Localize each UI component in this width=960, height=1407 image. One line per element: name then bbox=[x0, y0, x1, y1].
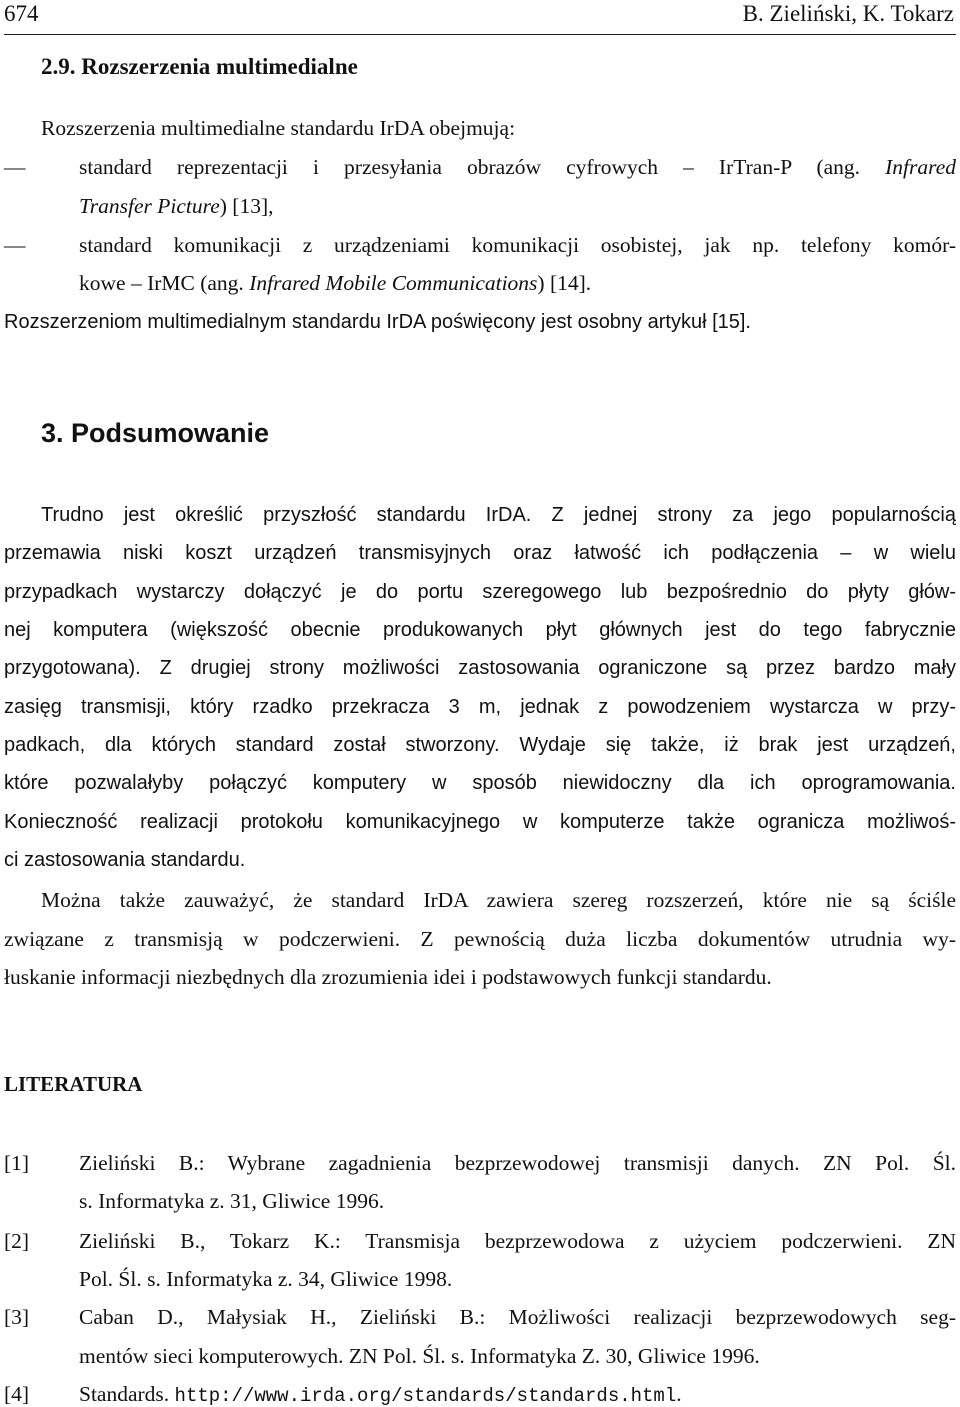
paragraph-line: przemawia niski koszt urządzeń transmisyjnych oraz łatwość ich podłączenia – w wielu bbox=[4, 542, 956, 564]
reference-url-link[interactable]: http://www.irda.org/standards/standards.html bbox=[174, 1385, 677, 1407]
paragraph-line: łuskanie informacji niezbędnych dla zrozumienia idei i podstawowych funkcji standardu. bbox=[4, 965, 772, 989]
section-intro: Rozszerzenia multimedialne standardu IrDA obejmują: bbox=[41, 116, 516, 140]
paragraph-line: Można także zauważyć, że standard IrDA zawiera szereg rozszerzeń, które nie są ściśle bbox=[41, 888, 956, 912]
section-closing: Rozszerzeniom multimedialnym standardu IrDA poświęcony jest osobny artykuł [15]. bbox=[4, 311, 751, 333]
list-item-2-line-2: kowe – IrMC (ang. Infrared Mobile Communications) [14]. bbox=[79, 271, 592, 295]
paragraph-line: Konieczność realizacji protokołu komunikacyjnego w komputerze także ogranicza możliwoś- bbox=[4, 811, 956, 833]
running-authors: B. Zieliński, K. Tokarz bbox=[742, 1, 954, 26]
paragraph-line: związane z transmisją w podczerwieni. Z pewnością duża liczba dokumentów utrudnia wy- bbox=[4, 927, 956, 951]
reference-1-line-2: s. Informatyka z. 31, Gliwice 1996. bbox=[79, 1189, 385, 1213]
reference-4-line-1: Standards. http://www.irda.org/standards/standards.html. bbox=[79, 1382, 682, 1407]
paragraph-line: Trudno jest określić przyszłość standardu IrDA. Z jednej strony za jego popularnością bbox=[41, 504, 956, 526]
list-item-2-line-1: standard komunikacji z urządzeniami komunikacji osobistej, jak np. telefony komór- bbox=[79, 233, 956, 257]
paragraph-line: które pozwalałyby połączyć komputery w sposób niewidoczny dla ich oprogramowania. bbox=[4, 772, 956, 794]
list-bullet: — bbox=[4, 155, 26, 179]
running-header bbox=[4, 0, 956, 35]
reference-3-line-2: mentów sieci komputerowych. ZN Pol. Śl. s. Informatyka Z. 30, Gliwice 1996. bbox=[79, 1344, 760, 1368]
list-item-1-line-2: Transfer Picture) [13], bbox=[79, 194, 274, 218]
page-number: 674 bbox=[4, 1, 39, 26]
section-heading-2-9: 2.9. Rozszerzenia multimedialne bbox=[41, 54, 358, 79]
paragraph-line: nej komputera (większość obecnie produkowanych płyt głównych jest do tego fabrycznie bbox=[4, 619, 956, 641]
reference-number: [3] bbox=[4, 1305, 30, 1329]
paragraph-line: padkach, dla których standard został stworzony. Wydaje się także, iż brak jest urządzeń, bbox=[4, 734, 956, 756]
list-item-1-line-1: standard reprezentacji i przesyłania obrazów cyfrowych – IrTran-P (ang. Infrared bbox=[79, 155, 956, 179]
section-heading-3: 3. Podsumowanie bbox=[41, 418, 270, 448]
reference-2-line-2: Pol. Śl. s. Informatyka z. 34, Gliwice 1998. bbox=[79, 1267, 453, 1291]
reference-2-line-1: Zieliński B., Tokarz K.: Transmisja bezprzewodowa z użyciem podczerwieni. ZN bbox=[79, 1229, 956, 1253]
paragraph-line: przygotowana). Z drugiej strony możliwości zastosowania ograniczone są przez bardzo mały bbox=[4, 657, 956, 679]
paragraph-line: zasięg transmisji, który rzadko przekracza 3 m, jednak z powodzeniem wystarcza w przy- bbox=[4, 696, 956, 718]
reference-number: [2] bbox=[4, 1229, 30, 1253]
paragraph-line: przypadkach wystarczy dołączyć je do portu szeregowego lub bezpośrednio do płyty głów- bbox=[4, 581, 956, 603]
reference-number: [4] bbox=[4, 1382, 30, 1406]
paragraph-line: ci zastosowania standardu. bbox=[4, 849, 246, 871]
reference-1-line-1: Zieliński B.: Wybrane zagadnienia bezprzewodowej transmisji danych. ZN Pol. Śl. bbox=[79, 1151, 956, 1175]
reference-number: [1] bbox=[4, 1151, 30, 1175]
reference-3-line-1: Caban D., Małysiak H., Zieliński B.: Możliwości realizacji bezprzewodowych seg- bbox=[79, 1305, 956, 1329]
literature-heading: LITERATURA bbox=[4, 1072, 143, 1096]
list-bullet: — bbox=[4, 233, 26, 257]
